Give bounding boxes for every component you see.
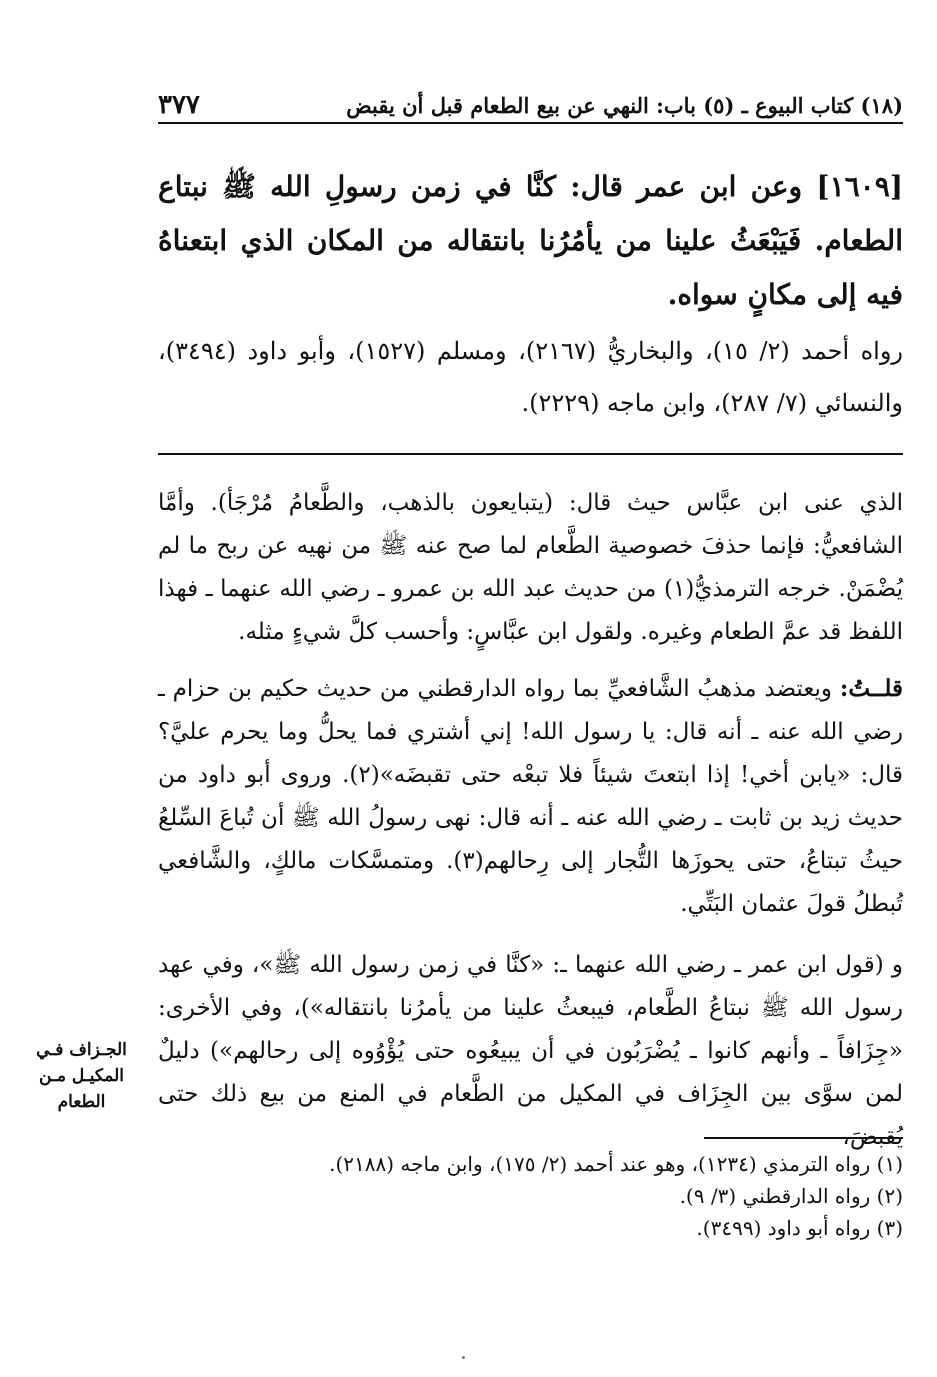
- scan-speck: [462, 1356, 465, 1359]
- hadith-text: [١٦٠٩] وعن ابن عمر قال: كنَّا في زمن رسولِ الله ﷺ نبتاع الطعام. فَيَبْعَثُ علينا من يأمُرُنا بانتقاله من المكان الذي ابتعناهُ فيه إلى مكانٍ سواه.: [158, 170, 903, 311]
- page-number: ٣٧٧: [158, 90, 200, 120]
- footnote-1: (١) رواه الترمذي (١٢٣٤)، وهو عند أحمد (٢/ ١٧٥)، وابن ماجه (٢١٨٨).: [329, 1152, 903, 1176]
- commentary-paragraph-2: [158, 667, 903, 926]
- footnote-3: (٣) رواه أبو داود (٣٤٩٩).: [696, 1216, 903, 1240]
- qultu-lead: قلــتُ:: [839, 675, 903, 702]
- running-header: [158, 88, 903, 124]
- footnote-2: (٢) رواه الدارقطني (٣/ ٩).: [679, 1184, 903, 1208]
- footnote-separator: [704, 1137, 903, 1139]
- commentary-paragraph-3: و (قول ابن عمر ـ رضي الله عنهما ـ: «كنَّا في زمن رسول الله ﷺ»، وفي عهد رسول الله ﷺ نبتاعُ الطَّعام، فيبعثُ علينا من يأمرُنا بانتقاله»)، وفي الأخرى: «جِزَافاً ـ وأنهم كانوا ـ يُضْرَبُون في أن يبيعُوه حتى يُؤْوُوه إلى رحالهم») دليلٌ لمن سوَّى بين الجِزَاف في المكيل من الطَّعام في المنع من بيع ذلك حتى يُقبضَ،: [158, 952, 903, 1150]
- chapter-title: (١٨) كتاب البيوع ـ (٥) باب: النهي عن بيع الطعام قبل أن يقبض: [346, 93, 903, 118]
- hadith-takhrij: رواه أحمد (٢/ ١٥)، والبخاريُّ (٢١٦٧)، ومسلم (١٥٢٧)، وأبو داود (٣٤٩٤)، والنسائي (٧/ ٢٨٧)، وابن ماجه (٢٢٢٩).: [158, 337, 904, 417]
- margin-note: الجـزاف فـي المكيـل مـن الطعام: [36, 1040, 127, 1112]
- footnotes: [158, 1148, 903, 1244]
- commentary-paragraph-2-body: ويعتضد مذهبُ الشَّافعيِّ بما رواه الدارقطني من حديث حكيم بن حزام ـ رضي الله عنه ـ أنه قال: يا رسول الله! إني أشتري فما يحلُّ وما يحرم عليَّ؟ قال: «يابن أخي! إذا ابتعتَ شيئاً فلا تبعْه حتى تقبضَه»(٢). وروى أبو داود من حديث زيد بن ثابت ـ رضي الله عنه ـ أنه قال: نهى رسولُ الله ﷺ أن تُباعَ السِّلعُ حيثُ تبتاعُ، حتى يحوزَها التُّجار إلى رِحالهم(٣). ومتمسَّكات مالكٍ، والشَّافعي تُبطلُ قولَ عثمان البَتِّي.: [158, 676, 903, 917]
- section-divider: [158, 453, 903, 455]
- commentary-paragraph-1: الذي عنى ابن عبَّاس حيث قال: (يتبايعون بالذهب، والطَّعامُ مُرْجَأ). وأمَّا الشافعيُّ: فإنما حذفَ خصوصية الطَّعام لما صح عنه ﷺ من نهيه عن ربح ما لم يُضْمَنْ. خرجه الترمذيُّ(١) من حديث عبد الله بن عمرو ـ رضي الله عنهما ـ فهذا اللفظ قد عمَّ الطعام وغيره. ولقول ابن عبَّاسٍ: وأحسب كلَّ شيءٍ مثله.: [158, 490, 904, 645]
